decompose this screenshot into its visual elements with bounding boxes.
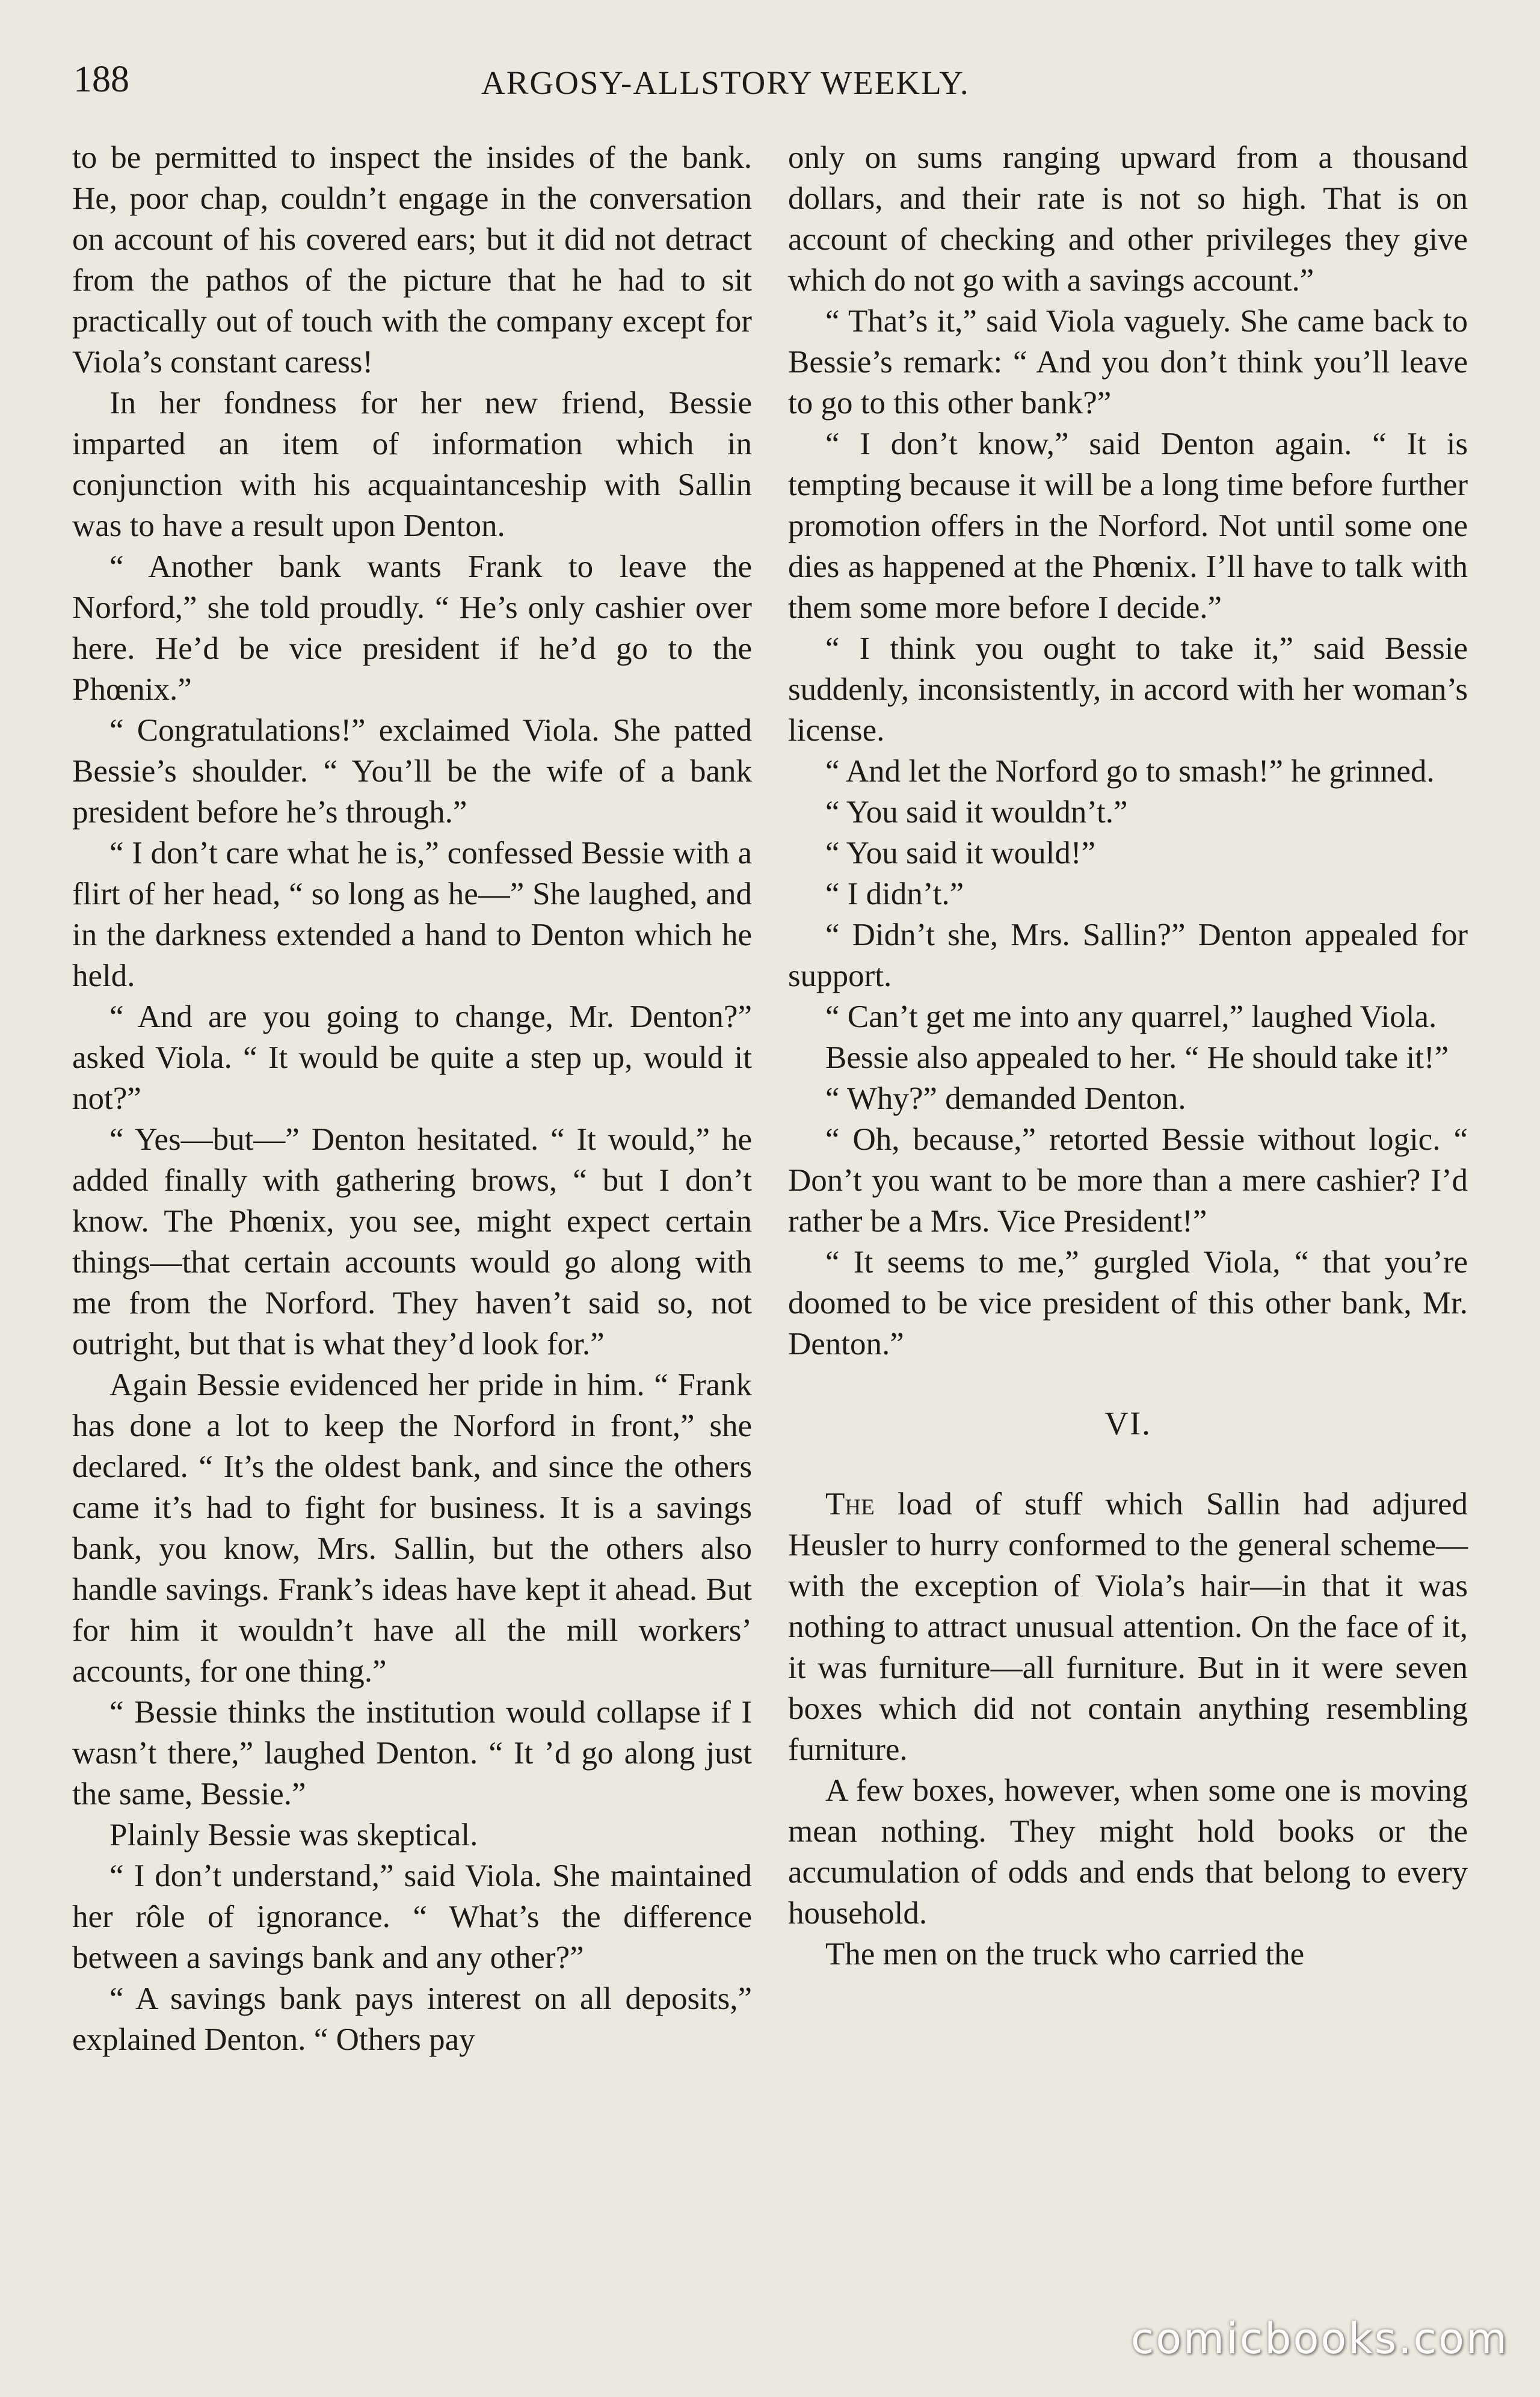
paragraph: “ You said it wouldn’t.” — [825, 795, 1128, 830]
paragraph: “ A savings bank pays interest on all deposits,” explained Denton. “ Others pay — [72, 1981, 752, 2057]
paragraph: “ And are you going to change, Mr. Denton?” asked Viola. “ It would be quite a step up, would it not?” — [72, 999, 752, 1116]
lead-in-small-caps: The — [825, 1487, 875, 1522]
paragraph: A few boxes, however, when some one is moving mean nothing. They might hold books or the accumulation of odds and ends that belong to every household. — [788, 1773, 1468, 1931]
paragraph: Bessie also appealed to her. “ He should take it!” — [825, 1040, 1449, 1075]
left-column — [72, 137, 752, 2060]
paragraph: “ I didn’t.” — [825, 877, 964, 912]
paragraph: to be permitted to inspect the insides of the bank. He, poor chap, couldn’t engage in the conversation on account of his covered ears; but it did not detract from the pathos of the picture that he had to sit practically out of touch with the company except for Viola’s constant caress! — [72, 140, 752, 380]
paragraph: “ It seems to me,” gurgled Viola, “ that you’re doomed to be vice president of this other bank, Mr. Denton.” — [788, 1245, 1468, 1362]
paragraph: “ That’s it,” said Viola vaguely. She came back to Bessie’s remark: “ And you don’t think you’ll leave to go to this other bank?” — [788, 304, 1468, 421]
paragraph: “ I think you ought to take it,” said Bessie suddenly, inconsistently, in accord with her woman’s license. — [788, 631, 1468, 748]
section-opening-paragraph — [788, 1484, 1468, 1770]
right-column — [788, 137, 1468, 1975]
paragraph: “ Bessie thinks the institution would collapse if I wasn’t there,” laughed Denton. “ It ’d go along just the same, Bessie.” — [72, 1695, 752, 1812]
watermark: comicbooks.com — [1130, 2314, 1509, 2363]
paragraph: “ I don’t understand,” said Viola. She maintained her rôle of ignorance. “ What’s the difference between a savings bank and any other?” — [72, 1859, 752, 1975]
paragraph: “ Why?” demanded Denton. — [825, 1081, 1186, 1116]
paragraph: In her fondness for her new friend, Bessie imparted an item of information which in conjunction with his acquaintanceship with Sallin was to have a result upon Denton. — [72, 386, 752, 543]
paragraph: Plainly Bessie was skeptical. — [109, 1818, 478, 1853]
running-head: ARGOSY-ALLSTORY WEEKLY. — [481, 64, 970, 101]
paragraph: only on sums ranging upward from a thousand dollars, and their rate is not so high. That is on account of checking and other privileges they give which do not go with a savings account.” — [788, 140, 1468, 298]
paragraph: “ You said it would!” — [825, 836, 1096, 871]
paragraph: “ And let the Norford go to smash!” he grinned. — [825, 754, 1435, 789]
paragraph: “ Oh, because,” retorted Bessie without logic. “ Don’t you want to be more than a mere cashier? I’d rather be a Mrs. Vice President!” — [788, 1122, 1468, 1239]
paragraph: The men on the truck who carried the — [825, 1937, 1305, 1972]
paragraph-text: load of stuff which Sallin had adjured Heusler to hurry conformed to the general scheme—with the exception of Viola’s hair—in that it was nothing to attract unusual attention. On the face of it, it was furniture—all furniture. But in it were seven boxes which did not contain anything resembling furniture. — [788, 1487, 1468, 1767]
paragraph: Again Bessie evidenced her pride in him. “ Frank has done a lot to keep the Norford in front,” she declared. “ It’s the oldest bank, and since the others came it’s had to fight for business. It is a savings bank, you know, Mrs. Sallin, but the others also handle savings. Frank’s ideas have kept it ahead. But for him it wouldn’t have all the mill workers’ accounts, for one thing.” — [72, 1368, 752, 1689]
paragraph: “ Yes—but—” Denton hesitated. “ It would,” he added finally with gathering brows, “ but I don’t know. The Phœnix, you see, might expect certain things—that certain accounts would go along with me from the Norford. They haven’t said so, not outright, but that is what they’d look for.” — [72, 1122, 752, 1362]
paragraph: “ Didn’t she, Mrs. Sallin?” Denton appealed for support. — [788, 918, 1468, 993]
paragraph: “ Can’t get me into any quarrel,” laughed Viola. — [825, 999, 1437, 1034]
paragraph: “ Another bank wants Frank to leave the Norford,” she told proudly. “ He’s only cashier over here. He’d be vice president if he’d go to the Phœnix.” — [72, 549, 752, 707]
section-heading: VI. — [1104, 1405, 1151, 1442]
paragraph: “ Congratulations!” exclaimed Viola. She patted Bessie’s shoulder. “ You’ll be the wife of a bank president before he’s through.” — [72, 713, 752, 830]
page-number: 188 — [73, 59, 129, 100]
paragraph: “ I don’t care what he is,” confessed Bessie with a flirt of her head, “ so long as he—” She laughed, and in the darkness extended a hand to Denton which he held. — [72, 836, 752, 993]
paragraph: “ I don’t know,” said Denton again. “ It is tempting because it will be a long time before further promotion offers in the Norford. Not until some one dies as happened at the Phœnix. I’ll have to talk with them some more before I decide.” — [788, 427, 1468, 625]
